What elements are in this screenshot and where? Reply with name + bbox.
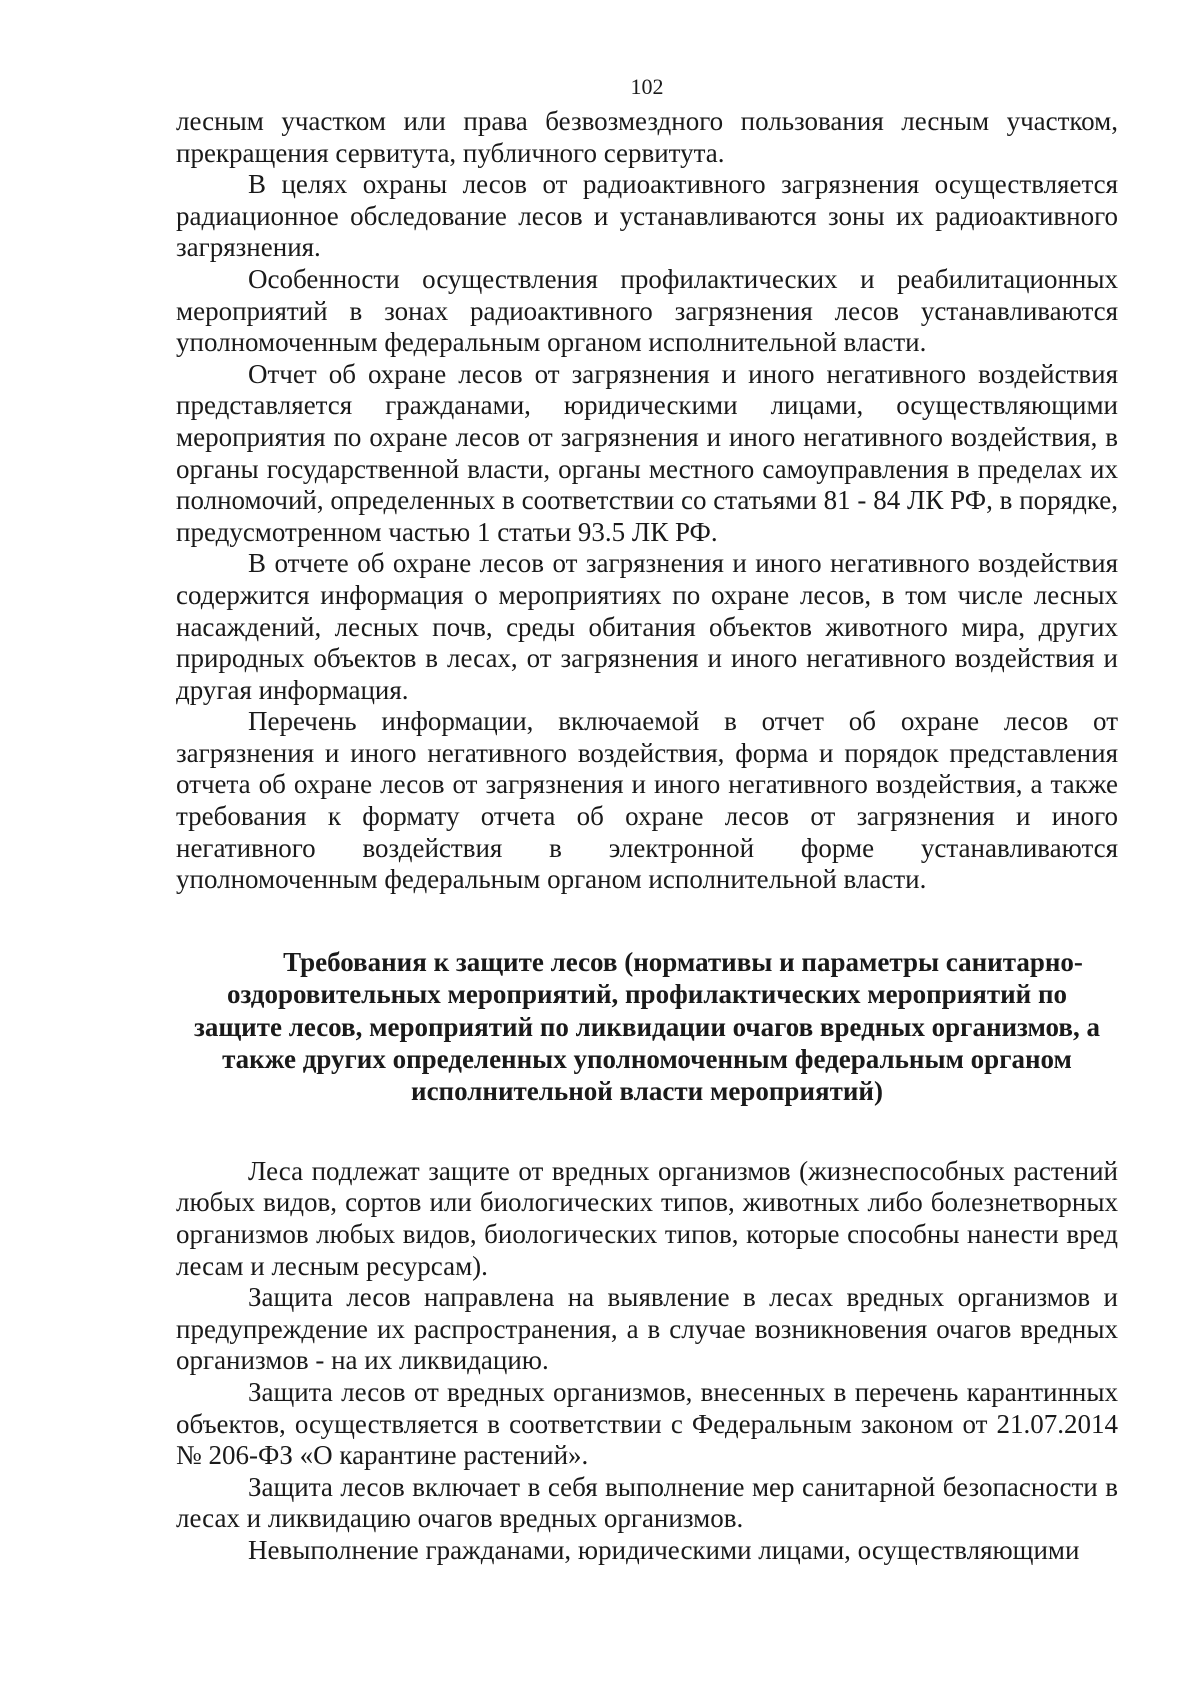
paragraph-quarantine: Защита лесов от вредных организмов, внесенных в перечень карантинных объектов, осуществляется в соответствии с Федеральным законом от 21.07.2014 № 206-ФЗ «О карантине растений». [176,1377,1118,1471]
paragraph-continuation: лесным участком или права безвозмездного пользования лесным участком, прекращения сервитута, публичного сервитута. [176,106,1118,168]
paragraph-radiation-survey: В целях охраны лесов от радиоактивного загрязнения осуществляется радиационное обследование лесов и устанавливаются зоны их радиоактивного загрязнения. [176,169,1118,263]
paragraph-sanitary-safety: Защита лесов включает в себя выполнение мер санитарной безопасности в лесах и ликвидацию очагов вредных организмов. [176,1471,1118,1534]
paragraph-protection-purpose: Защита лесов направлена на выявление в лесах вредных организмов и предупреждение их распространения, а в случае возникновения очагов вредных организмов - на их ликвидацию. [176,1282,1118,1376]
page-number: 102 [630,74,664,99]
paragraph-report-submission: Отчет об охране лесов от загрязнения и иного негативного воздействия представляется гражданами, юридическими лицами, осуществляющими мероприятия по охране лесов от загрязнения и иного негативного воздействия, в органы государственной власти, органы местного самоуправления в пределах их полномочий, определенных в соответствии со статьями 81 - 84 ЛК РФ, в порядке, предусмотренном частью 1 статьи 93.5 ЛК РФ. [176,358,1118,547]
paragraph-rehabilitation-measures: Особенности осуществления профилактических и реабилитационных мероприятий в зонах радиоактивного загрязнения лесов устанавливаются уполномоченным федеральным органом исполнительной власти. [176,263,1118,358]
paragraph-forest-protection: Леса подлежат защите от вредных организмов (жизнеспособных растений любых видов, сортов или биологических типов, животных либо болезнетворных организмов любых видов, биологических типов, которые способны нанести вред лесам и лесным ресурсам). [176,1155,1118,1281]
section-heading: Требования к защите лесов (нормативы и параметры санитарно-оздоровительных мероприятий, профилактических мероприятий по защите лесов, мероприятий по ликвидации очагов вредных организмов, а также других определенных уполномоченным федеральным органом исполнительной власти мероприятий) [194,946,1100,1107]
paragraph-non-compliance: Невыполнение гражданами, юридическими лицами, осуществляющими [248,1535,1080,1565]
paragraph-report-contents: В отчете об охране лесов от загрязнения и иного негативного воздействия содержится информация о мероприятиях по охране лесов, в том числе лесных насаждений, лесных почв, среды обитания объектов животного мира, других природных объектов в лесах, от загрязнения и иного негативного воздействия и другая информация. [176,548,1118,705]
paragraph-report-format: Перечень информации, включаемой в отчет об охране лесов от загрязнения и иного негативного воздействия, форма и порядок представления отчета об охране лесов от загрязнения и иного негативного воздействия, а также требования к формату отчета об охране лесов от загрязнения и иного негативного воздействия в электронной форме устанавливаются уполномоченным федеральным органом исполнительной власти. [176,706,1118,895]
